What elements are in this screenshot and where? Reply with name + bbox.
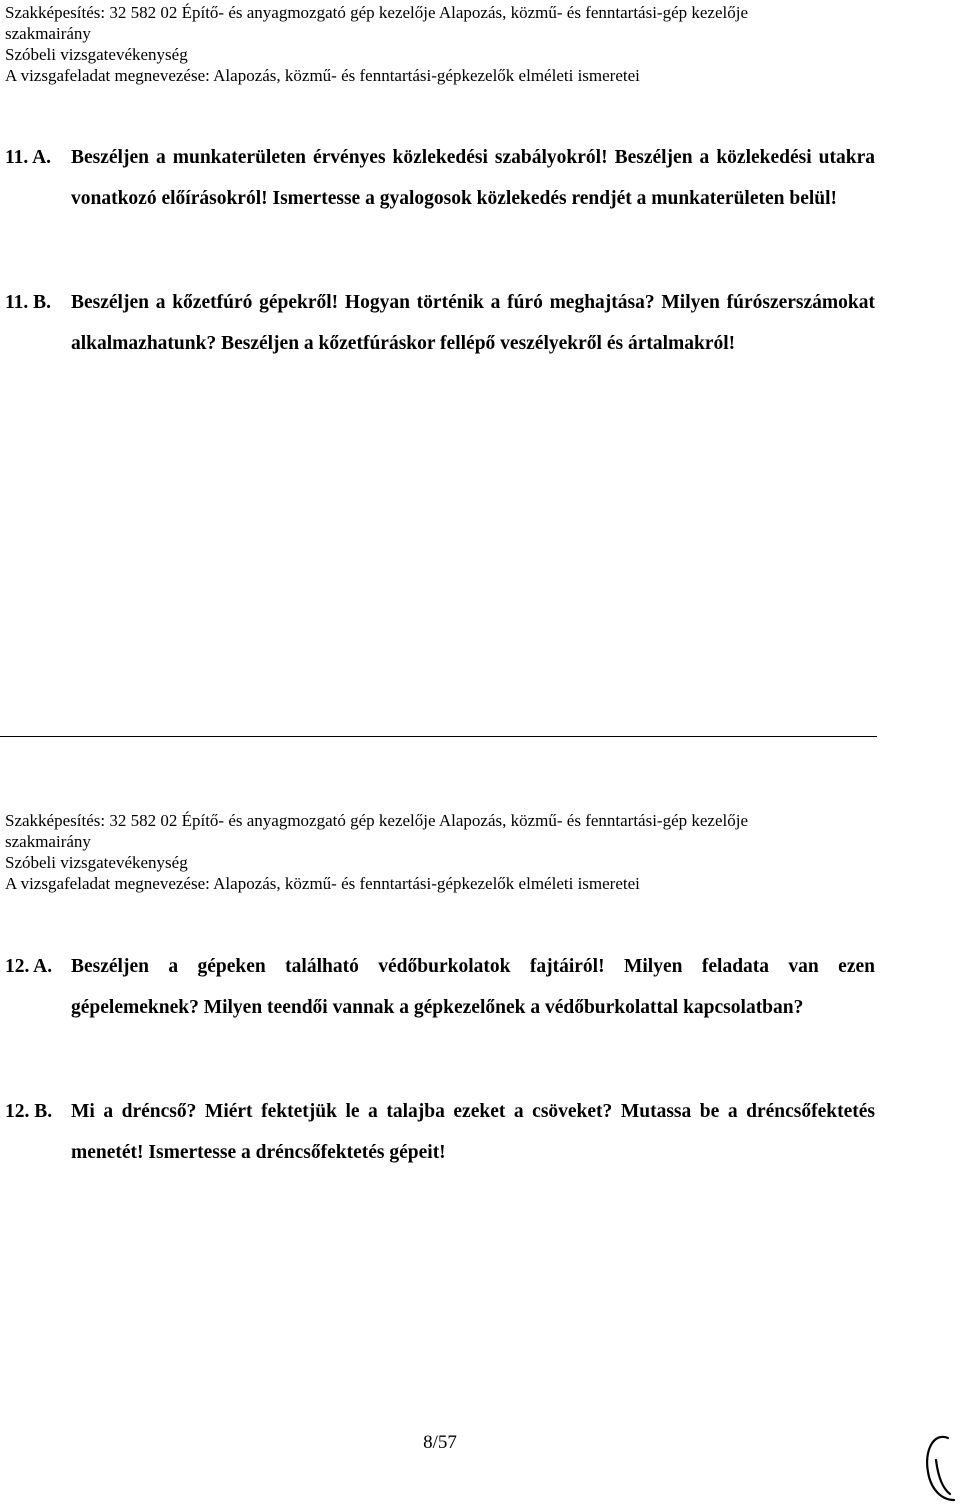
question-text: Beszéljen a gépeken található védőburkolatok fajtáiról! Milyen feladata van ezen gépelemeknek? Milyen teendői vannak a gépkezelőnek a védőburkolattal kapcsolatban?: [71, 956, 875, 1018]
question-number: 11. A.: [5, 147, 52, 168]
question-number: 12. A.: [5, 956, 53, 977]
page-divider: [0, 736, 877, 737]
header-qualification: Szakképesítés: 32 582 02 Építő- és anyagmozgató gép kezelője Alapozás, közmű- és fenntartási-gép kezelője: [5, 811, 749, 830]
question-text: Mi a dréncső? Miért fektetjük le a talajba ezeket a csöveket? Mutassa be a dréncsőfektetés menetét! Ismertesse a dréncsőfektetés gépeit!: [71, 1101, 875, 1163]
header-task-name: A vizsgafeladat megnevezése: Alapozás, közmű- és fenntartási-gépkezelők elméleti ismeretei: [5, 66, 640, 85]
question-11b: [5, 283, 875, 364]
signature-mark: [918, 1430, 960, 1506]
header-exam-type: Szóbeli vizsgatevékenység: [5, 853, 188, 872]
page-header-bottom: [5, 810, 885, 894]
question-number: 11. B.: [5, 292, 52, 313]
header-exam-type: Szóbeli vizsgatevékenység: [5, 45, 188, 64]
header-qualification: Szakképesítés: 32 582 02 Építő- és anyagmozgató gép kezelője Alapozás, közmű- és fenntartási-gép kezelője: [5, 3, 749, 22]
question-12a: [5, 947, 875, 1028]
page-number: 8/57: [423, 1432, 457, 1453]
header-task-name: A vizsgafeladat megnevezése: Alapozás, közmű- és fenntartási-gépkezelők elméleti ismeretei: [5, 874, 640, 893]
header-specialization: szakmairány: [5, 832, 91, 851]
question-number: 12. B.: [5, 1101, 53, 1122]
page-header-top: [5, 2, 885, 86]
question-text: Beszéljen a munkaterületen érvényes közlekedési szabályokról! Beszéljen a közlekedési utakra vonatkozó előírásokról! Ismertesse a gyalogosok közlekedés rendjét a munkaterületen belül!: [71, 147, 875, 209]
header-specialization: szakmairány: [5, 24, 91, 43]
question-12b: [5, 1092, 875, 1173]
question-text: Beszéljen a kőzetfúró gépekről! Hogyan történik a fúró meghajtása? Milyen fúrószerszámokat alkalmazhatunk? Beszéljen a kőzetfúráskor fellépő veszélyekről és ártalmakról!: [71, 292, 875, 354]
question-11a: [5, 138, 875, 219]
